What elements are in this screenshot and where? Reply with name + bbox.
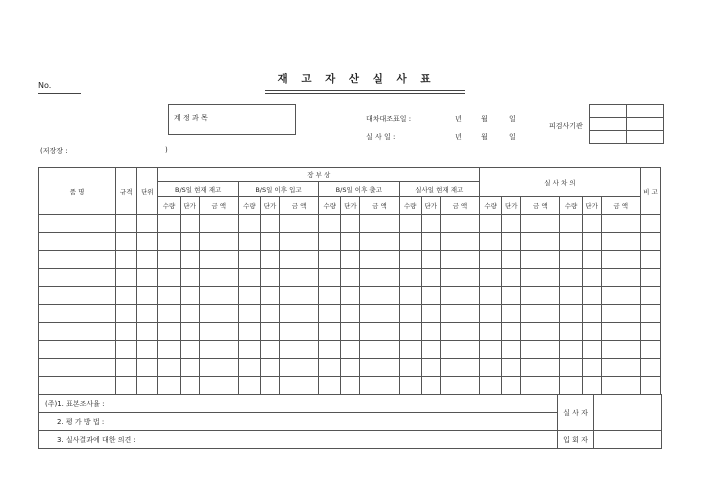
table-cell[interactable] [421, 323, 440, 341]
unit-header: 단위 [137, 168, 158, 215]
table-cell[interactable] [421, 233, 440, 251]
table-cell[interactable] [341, 305, 360, 323]
table-cell[interactable] [480, 305, 502, 323]
audit-date-label: 실 사 일 : [366, 133, 396, 141]
storage-close: ) [165, 146, 168, 154]
title-underline-2 [265, 93, 465, 94]
base-date-month: 월 [481, 115, 488, 123]
table-cell[interactable] [480, 215, 502, 233]
table-cell[interactable] [238, 305, 260, 323]
table-cell[interactable] [39, 233, 116, 251]
table-row [39, 269, 661, 287]
table-cell[interactable] [399, 233, 421, 251]
table-cell[interactable] [560, 215, 582, 233]
witness-signature-cell[interactable] [594, 431, 662, 449]
table-cell[interactable] [280, 323, 319, 341]
table-cell[interactable] [39, 287, 116, 305]
table-cell[interactable] [421, 269, 440, 287]
table-cell[interactable] [440, 251, 479, 269]
table-cell[interactable] [601, 341, 640, 359]
col-header-amount: 금 액 [521, 197, 560, 215]
table-cell[interactable] [502, 251, 521, 269]
table-cell[interactable] [116, 341, 137, 359]
table-cell[interactable] [640, 215, 660, 233]
col-header-price: 단가 [502, 197, 521, 215]
table-cell[interactable] [261, 215, 280, 233]
footer-sample-rate: (주)1. 표본조사율 : [39, 395, 558, 413]
table-cell[interactable] [582, 233, 601, 251]
table-cell[interactable] [360, 359, 399, 377]
inspector-cell[interactable] [627, 105, 664, 118]
table-cell[interactable] [560, 305, 582, 323]
table-cell[interactable] [116, 323, 137, 341]
doc-number-field[interactable] [38, 93, 81, 94]
col-header-amount: 금 액 [280, 197, 319, 215]
table-cell[interactable] [560, 377, 582, 395]
col-header-qty: 수량 [480, 197, 502, 215]
table-cell[interactable] [502, 233, 521, 251]
inspector-cell[interactable] [590, 118, 627, 131]
table-cell[interactable] [640, 233, 660, 251]
table-cell[interactable] [238, 233, 260, 251]
table-cell[interactable] [502, 359, 521, 377]
table-cell[interactable] [319, 215, 341, 233]
table-cell[interactable] [480, 323, 502, 341]
table-cell[interactable] [502, 377, 521, 395]
table-cell[interactable] [261, 377, 280, 395]
table-cell[interactable] [502, 287, 521, 305]
table-cell[interactable] [480, 341, 502, 359]
table-cell[interactable] [238, 215, 260, 233]
table-cell[interactable] [158, 305, 180, 323]
table-cell[interactable] [360, 269, 399, 287]
table-cell[interactable] [199, 305, 238, 323]
table-row [39, 287, 661, 305]
table-cell[interactable] [341, 377, 360, 395]
audit-date-month: 월 [481, 133, 488, 141]
table-cell[interactable] [341, 287, 360, 305]
table-cell[interactable] [480, 377, 502, 395]
table-cell[interactable] [137, 377, 158, 395]
table-cell[interactable] [180, 377, 199, 395]
table-cell[interactable] [39, 305, 116, 323]
table-cell[interactable] [360, 251, 399, 269]
table-cell[interactable] [39, 359, 116, 377]
table-cell[interactable] [319, 341, 341, 359]
table-cell[interactable] [238, 341, 260, 359]
inspector-grid [589, 104, 664, 144]
table-cell[interactable] [440, 215, 479, 233]
table-cell[interactable] [502, 269, 521, 287]
table-cell[interactable] [199, 359, 238, 377]
table-cell[interactable] [158, 323, 180, 341]
table-cell[interactable] [480, 251, 502, 269]
table-cell[interactable] [280, 251, 319, 269]
table-cell[interactable] [440, 341, 479, 359]
table-cell[interactable] [341, 215, 360, 233]
table-cell[interactable] [341, 341, 360, 359]
table-row [39, 233, 661, 251]
table-cell[interactable] [158, 287, 180, 305]
table-cell[interactable] [199, 377, 238, 395]
table-cell[interactable] [360, 323, 399, 341]
table-cell[interactable] [480, 287, 502, 305]
table-cell[interactable] [280, 269, 319, 287]
table-cell[interactable] [440, 305, 479, 323]
table-cell[interactable] [421, 287, 440, 305]
table-cell[interactable] [601, 305, 640, 323]
table-cell[interactable] [116, 359, 137, 377]
table-cell[interactable] [521, 305, 560, 323]
ledger-header: 장 부 상 [158, 168, 480, 182]
item-header: 품 명 [39, 168, 116, 215]
table-cell[interactable] [39, 341, 116, 359]
table-cell[interactable] [502, 341, 521, 359]
table-cell[interactable] [39, 377, 116, 395]
table-cell[interactable] [640, 287, 660, 305]
table-cell[interactable] [280, 359, 319, 377]
witness-label: 입 회 자 [558, 431, 594, 449]
table-cell[interactable] [137, 251, 158, 269]
footer-table [38, 394, 662, 449]
col-header-price: 단가 [261, 197, 280, 215]
table-cell[interactable] [238, 269, 260, 287]
table-cell[interactable] [137, 287, 158, 305]
table-cell[interactable] [199, 323, 238, 341]
audit-date-day: 일 [509, 133, 516, 141]
table-cell[interactable] [116, 215, 137, 233]
table-cell[interactable] [480, 233, 502, 251]
table-cell[interactable] [360, 305, 399, 323]
table-cell[interactable] [116, 233, 137, 251]
col-header-qty: 수량 [319, 197, 341, 215]
table-cell[interactable] [116, 287, 137, 305]
base-date-label: 대차대조표일 : [366, 115, 412, 123]
col-header-qty: 수량 [238, 197, 260, 215]
table-row [39, 215, 661, 233]
table-cell[interactable] [440, 359, 479, 377]
table-cell[interactable] [319, 323, 341, 341]
table-cell[interactable] [502, 305, 521, 323]
col-header-price: 단가 [582, 197, 601, 215]
table-cell[interactable] [399, 269, 421, 287]
table-cell[interactable] [116, 269, 137, 287]
table-cell[interactable] [601, 377, 640, 395]
table-cell[interactable] [238, 359, 260, 377]
table-cell[interactable] [238, 377, 260, 395]
table-cell[interactable] [440, 233, 479, 251]
table-cell[interactable] [280, 215, 319, 233]
table-cell[interactable] [180, 269, 199, 287]
base-date-year: 년 [455, 115, 462, 123]
table-cell[interactable] [319, 377, 341, 395]
table-cell[interactable] [180, 359, 199, 377]
table-cell[interactable] [137, 359, 158, 377]
table-cell[interactable] [582, 251, 601, 269]
table-cell[interactable] [280, 287, 319, 305]
table-cell[interactable] [158, 359, 180, 377]
table-row [39, 323, 661, 341]
table-cell[interactable] [137, 305, 158, 323]
table-cell[interactable] [521, 251, 560, 269]
inspector-label: 피검사기관 [549, 122, 583, 130]
table-cell[interactable] [180, 233, 199, 251]
table-cell[interactable] [261, 359, 280, 377]
table-cell[interactable] [180, 215, 199, 233]
group-header: 실사일 현재 재고 [399, 182, 480, 197]
table-cell[interactable] [521, 323, 560, 341]
table-cell[interactable] [399, 359, 421, 377]
col-header-price: 단가 [421, 197, 440, 215]
table-cell[interactable] [421, 251, 440, 269]
inspector-cell[interactable] [590, 105, 627, 118]
col-header-amount: 금 액 [440, 197, 479, 215]
table-cell[interactable] [421, 359, 440, 377]
table-cell[interactable] [521, 341, 560, 359]
table-cell[interactable] [137, 323, 158, 341]
table-cell[interactable] [560, 323, 582, 341]
table-cell[interactable] [399, 287, 421, 305]
actual-diff-header: 실 사 차 의 [480, 168, 641, 197]
table-row [39, 305, 661, 323]
table-cell[interactable] [521, 233, 560, 251]
table-cell[interactable] [158, 341, 180, 359]
table-cell[interactable] [560, 341, 582, 359]
group-header: B/S일 이후 입고 [238, 182, 318, 197]
table-cell[interactable] [199, 269, 238, 287]
table-cell[interactable] [399, 341, 421, 359]
table-cell[interactable] [158, 233, 180, 251]
table-cell[interactable] [601, 269, 640, 287]
table-cell[interactable] [640, 305, 660, 323]
base-date-day: 일 [509, 115, 516, 123]
table-cell[interactable] [560, 233, 582, 251]
table-cell[interactable] [560, 251, 582, 269]
table-cell[interactable] [440, 323, 479, 341]
table-cell[interactable] [280, 233, 319, 251]
table-cell[interactable] [399, 215, 421, 233]
table-cell[interactable] [319, 305, 341, 323]
table-cell[interactable] [39, 251, 116, 269]
table-cell[interactable] [261, 251, 280, 269]
table-cell[interactable] [521, 377, 560, 395]
table-cell[interactable] [582, 359, 601, 377]
table-cell[interactable] [137, 233, 158, 251]
table-cell[interactable] [360, 341, 399, 359]
title-underline [265, 90, 465, 91]
table-cell[interactable] [180, 287, 199, 305]
account-label: 계 정 과 목 [174, 114, 208, 122]
col-header-amount: 금 액 [360, 197, 399, 215]
table-cell[interactable] [640, 341, 660, 359]
table-cell[interactable] [341, 251, 360, 269]
table-cell[interactable] [261, 233, 280, 251]
table-cell[interactable] [521, 287, 560, 305]
table-cell[interactable] [399, 251, 421, 269]
table-cell[interactable] [261, 287, 280, 305]
table-cell[interactable] [360, 377, 399, 395]
table-cell[interactable] [341, 269, 360, 287]
table-cell[interactable] [582, 215, 601, 233]
table-cell[interactable] [421, 341, 440, 359]
table-cell[interactable] [158, 377, 180, 395]
table-cell[interactable] [116, 377, 137, 395]
table-cell[interactable] [180, 305, 199, 323]
table-cell[interactable] [280, 377, 319, 395]
table-cell[interactable] [399, 377, 421, 395]
table-cell[interactable] [199, 233, 238, 251]
table-row [39, 341, 661, 359]
table-cell[interactable] [319, 233, 341, 251]
col-header-price: 단가 [180, 197, 199, 215]
table-cell[interactable] [601, 251, 640, 269]
table-cell[interactable] [480, 359, 502, 377]
table-cell[interactable] [39, 269, 116, 287]
table-cell[interactable] [640, 323, 660, 341]
table-cell[interactable] [601, 287, 640, 305]
table-cell[interactable] [360, 215, 399, 233]
table-cell[interactable] [238, 287, 260, 305]
table-cell[interactable] [421, 215, 440, 233]
doc-number-label: No. [38, 81, 52, 90]
table-cell[interactable] [440, 377, 479, 395]
table-cell[interactable] [560, 269, 582, 287]
table-cell[interactable] [116, 305, 137, 323]
table-cell[interactable] [582, 341, 601, 359]
table-cell[interactable] [521, 269, 560, 287]
table-cell[interactable] [480, 269, 502, 287]
table-cell[interactable] [601, 359, 640, 377]
table-cell[interactable] [319, 269, 341, 287]
table-row [39, 359, 661, 377]
table-cell[interactable] [137, 341, 158, 359]
spec-header: 규격 [116, 168, 137, 215]
table-cell[interactable] [640, 269, 660, 287]
table-cell[interactable] [582, 323, 601, 341]
table-cell[interactable] [180, 323, 199, 341]
table-cell[interactable] [640, 251, 660, 269]
note-header: 비 고 [640, 168, 660, 215]
table-cell[interactable] [238, 251, 260, 269]
table-cell[interactable] [360, 287, 399, 305]
auditor-signature-cell[interactable] [594, 395, 662, 431]
table-cell[interactable] [319, 251, 341, 269]
table-cell[interactable] [199, 251, 238, 269]
table-row [39, 377, 661, 395]
table-cell[interactable] [521, 359, 560, 377]
table-cell[interactable] [601, 323, 640, 341]
table-cell[interactable] [399, 305, 421, 323]
table-cell[interactable] [261, 269, 280, 287]
table-cell[interactable] [582, 269, 601, 287]
table-cell[interactable] [199, 341, 238, 359]
col-header-amount: 금 액 [601, 197, 640, 215]
col-header-qty: 수량 [158, 197, 180, 215]
table-cell[interactable] [582, 377, 601, 395]
table-cell[interactable] [399, 323, 421, 341]
table-cell[interactable] [341, 323, 360, 341]
col-header-price: 단가 [341, 197, 360, 215]
table-cell[interactable] [180, 251, 199, 269]
inventory-table [38, 167, 661, 395]
table-cell[interactable] [199, 287, 238, 305]
table-cell[interactable] [440, 269, 479, 287]
table-cell[interactable] [341, 359, 360, 377]
table-cell[interactable] [116, 251, 137, 269]
table-cell[interactable] [521, 215, 560, 233]
group-header: B/S일 현재 재고 [158, 182, 238, 197]
table-cell[interactable] [640, 377, 660, 395]
table-cell[interactable] [39, 215, 116, 233]
table-cell[interactable] [261, 341, 280, 359]
inspector-cell[interactable] [590, 131, 627, 144]
storage-label: (저장장 : [40, 147, 68, 155]
auditor-label: 실 사 자 [558, 395, 594, 431]
table-row [39, 251, 661, 269]
inspector-cell[interactable] [627, 118, 664, 131]
table-cell[interactable] [360, 233, 399, 251]
table-cell[interactable] [560, 359, 582, 377]
table-cell[interactable] [238, 323, 260, 341]
table-cell[interactable] [280, 341, 319, 359]
table-cell[interactable] [582, 305, 601, 323]
table-cell[interactable] [601, 233, 640, 251]
group-header: B/S일 이후 출고 [319, 182, 399, 197]
table-cell[interactable] [601, 215, 640, 233]
table-cell[interactable] [39, 323, 116, 341]
table-cell[interactable] [158, 215, 180, 233]
table-cell[interactable] [319, 359, 341, 377]
table-cell[interactable] [180, 341, 199, 359]
inspector-cell[interactable] [627, 131, 664, 144]
col-header-qty: 수량 [560, 197, 582, 215]
footer-valuation-method: 2. 평 가 방 법 : [39, 413, 558, 431]
table-cell[interactable] [640, 359, 660, 377]
table-cell[interactable] [199, 215, 238, 233]
footer-opinion: 3. 실사결과에 대한 의견 : [39, 431, 558, 449]
table-cell[interactable] [560, 287, 582, 305]
table-cell[interactable] [421, 377, 440, 395]
table-cell[interactable] [319, 287, 341, 305]
page-title: 재 고 자 산 실 사 표 [277, 73, 436, 85]
table-cell[interactable] [137, 215, 158, 233]
audit-date-year: 년 [455, 133, 462, 141]
col-header-qty: 수량 [399, 197, 421, 215]
table-cell[interactable] [582, 287, 601, 305]
col-header-amount: 금 액 [199, 197, 238, 215]
table-cell[interactable] [502, 323, 521, 341]
table-cell[interactable] [158, 269, 180, 287]
table-cell[interactable] [137, 269, 158, 287]
table-cell[interactable] [261, 305, 280, 323]
table-cell[interactable] [502, 215, 521, 233]
table-cell[interactable] [280, 305, 319, 323]
table-cell[interactable] [158, 251, 180, 269]
table-cell[interactable] [341, 233, 360, 251]
table-cell[interactable] [421, 305, 440, 323]
table-cell[interactable] [261, 323, 280, 341]
table-cell[interactable] [440, 287, 479, 305]
